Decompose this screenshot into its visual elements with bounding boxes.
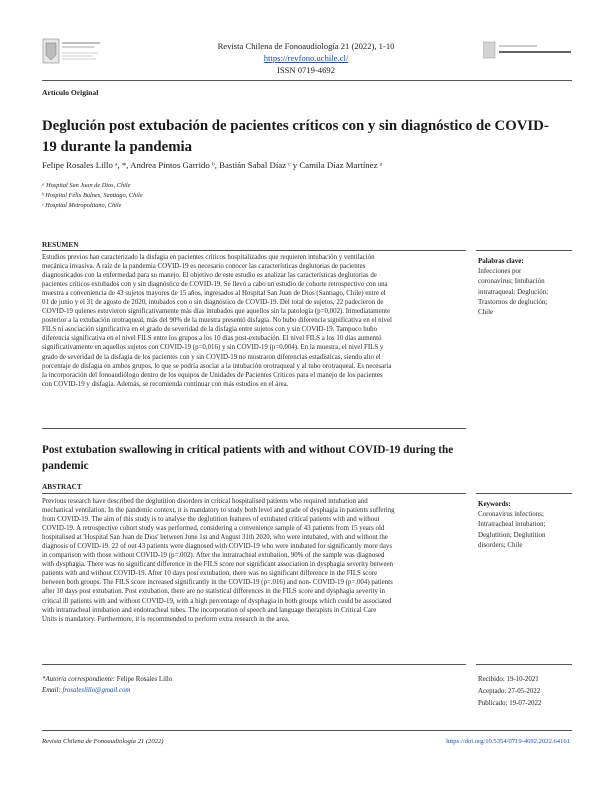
affiliation-c: ᶜ Hospital Metropolitano, Chile <box>42 202 122 209</box>
header-divider <box>42 80 572 81</box>
affiliation-a: ᵃ Hospital San Juan de Dios, Chile <box>42 182 131 189</box>
resumen-line: FILS ni asociación significativa en el grado de severidad de la disfagia entre sujetos con y sin COVID-19. Tampoco hubo <box>42 326 378 334</box>
resumen-heading: RESUMEN <box>42 240 79 249</box>
resumen-line: muestra a conveniencia de 43 sujetos mayores de 15 años, ingresados al Hospital San Juan de Dios (Santiago, Chile) entre el <box>42 290 386 298</box>
correspondence <box>42 674 172 696</box>
keyword-line: Infecciones por <box>478 267 522 276</box>
keywords-es-rule <box>476 250 572 251</box>
journal-citation: Revista Chilena de Fonoaudiología 21 (2022), 1-10 <box>217 41 395 51</box>
resumen-line: la incorporación del fonoaudiólogo dentro de los equipos de Unidades de Pacientes Críticos para el manejo de los pacientes <box>42 371 383 379</box>
resumen-line: pacientes críticos extubados con y sin diagnóstico de COVID-19. Se llevó a cabo un estudio de cohorte retrospectivo con una <box>42 281 388 289</box>
resumen-line: Estudios previos han caracterizado la disfagia en pacientes críticos hospitalizados que requieren intubación y ventilación <box>42 254 375 261</box>
keyword-line: Intratracheal intubation; <box>478 520 546 529</box>
resumen-line: COVID-19 quienes estuvieron significativamente más días intubados que aquellos sin la patología (p=0,002). Inmediatamente <box>42 308 391 316</box>
dates-rule <box>476 664 572 665</box>
dates <box>478 674 541 710</box>
article-title: Deglución post extubación de pacientes críticos con y sin diagnóstico de COVID-19 durante la pandemia <box>42 118 549 155</box>
abstract-line: from COVID-19. The aim of this study is to analyse the deglutition features of extubated critical patients with and without <box>42 516 380 524</box>
keywords-es <box>478 256 572 317</box>
resumen-bottom-rule <box>42 428 466 429</box>
abstract-line: mechanical ventilation. In the pandemic context, it is mandatory to study both level and grade of dysphagia in patients suffering <box>42 507 395 515</box>
abstract-line: Previous research have described the deglutition disorders in critical hospitalised patients who required intubation and <box>42 498 368 505</box>
issn: ISSN 0719-4692 <box>276 65 335 75</box>
correspondence-label: *Autor/a correspondiente: <box>42 676 116 683</box>
keyword-line: Deglutition; Deglutition <box>478 530 546 539</box>
correspondence-name: Felipe Rosales Lillo <box>116 676 173 683</box>
resumen-line: 01 de junio y el 31 de agosto de 2020, intubados con o sin diagnóstico de COVID-19. Del total de sujetos, 22 padecieron de <box>42 299 384 307</box>
resumen-rule <box>42 250 466 251</box>
abstract-line: after 10 days post extubation. Post extubation, there are no statistical differences in the FILS score and dysphagia severity in <box>42 588 385 596</box>
journal-url-link[interactable]: https://revfono.uchile.cl/ <box>263 53 349 63</box>
journal-logo-icon <box>483 40 573 62</box>
keywords-en-rule <box>476 493 572 494</box>
affiliation-b: ᵇ Hospital Félix Bulnes, Santiago, Chile <box>42 192 143 199</box>
resumen-line: diagnosticados con la enfermedad para su manejo. El objetivo de este estudio es analizar las características deglutorias de <box>42 272 377 280</box>
keyword-line: Trastornos de deglución; <box>478 297 548 306</box>
abstract-line: diagnosis of COVID-19. 22 of out 43 patients were diagnosed with COVID-19 who were intubated for significantly more days <box>42 543 393 551</box>
authors: Felipe Rosales Lillo ᵃ, *, Andrea Pintos Garrido ᵇ, Bastián Sabal Díaz ᶜ y Camila Díaz Martínez ᵃ <box>42 160 383 170</box>
footer-journal: Revista Chilena de Fonoaudiología 21 (2022) <box>42 738 164 745</box>
resumen-line: porcentaje de disfagia en ambos grupos, lo que se podría asociar a la intubación orotraqueal y al tubo orotraqueal. Es necesaria <box>42 362 392 370</box>
email-link[interactable]: frosaleslillo@gmail.com <box>62 687 131 694</box>
abstract-heading: ABSTRACT <box>42 482 82 491</box>
resumen-line: con COVID-19 y disfagia. Además, se recomienda continuar con más estudios en el área. <box>42 380 289 388</box>
article-type: Artículo Original <box>42 88 99 97</box>
journal-header <box>150 40 462 76</box>
resumen-line: grado de severidad de la disfagia de los pacientes con y sin COVID-19 no mostraron diferencias estadísticas, siendo alto el <box>42 353 381 361</box>
keyword-line: intratraqueal; Deglución; <box>478 287 549 296</box>
english-title: Post extubation swallowing in critical patients with and without COVID-19 during the pandemic <box>42 444 454 472</box>
abstract-line: hospitalised at 'Hospital San Juan de Dios' between June 1st and August 31th 2020, who were intubated, with and without the <box>42 534 388 542</box>
doi-link[interactable]: https://doi.org/10.5354/0719-4692.2022.64161 <box>446 738 570 745</box>
footer-divider <box>42 730 572 731</box>
abstract-line: Units is mandatory. Furthermore, it is recommended to perform extra research in the area. <box>42 615 290 623</box>
abstract-line: patients with and without COVID-19. After 10 days post extubation, there was no significant difference in the FILS score <box>42 570 378 578</box>
seal-icon <box>42 37 102 67</box>
keywords-en <box>478 499 572 550</box>
keywords-es-heading: Palabras clave: <box>478 257 524 265</box>
abstract-line: with dysphagia. There was no significant difference in the FILS score nor significant association in dysphagia severity between <box>42 561 394 569</box>
resumen-line: diferencia significativa en el nivel FILS entre los grupos a los 10 días post-extubación. El nivel FILS a los 10 días aumentó <box>42 335 382 343</box>
abstract-text <box>42 497 466 624</box>
abstract-bottom-rule <box>42 664 466 665</box>
date-accepted: Aceptado: 27-05-2022 <box>478 688 541 695</box>
resumen-line: significativamente en aquellos sujetos con COVID-19 (p=0,016) y sin COVID-19 (p=0,004). En la muestra, el nivel FILS y <box>42 344 384 352</box>
resumen-text <box>42 253 466 389</box>
resumen-line: mecánica invasiva. A raíz de la pandemia COVID-19 es necesario conocer las características deglutorias de pacientes <box>42 263 366 271</box>
abstract-line: COVID-19. A retrospective cohort study was performed, considering a convenience sample of 43 patients from 15 years old <box>42 525 385 533</box>
keywords-en-heading: Keywords: <box>478 500 511 508</box>
resumen-line: posterior a la extubación orotraqueal, más del 90% de la muestra presentó disfagia. No hubo diferencia significativa en el nivel <box>42 317 392 325</box>
abstract-line: with intratracheal intubation and endotracheal tubes. The incorporation of speech and language therapists in Critical Care <box>42 606 377 614</box>
keyword-line: Coronavirus infections; <box>478 510 544 519</box>
university-logo <box>42 37 102 67</box>
journal-logo <box>483 40 573 62</box>
abstract-rule <box>42 493 466 494</box>
date-received: Recibido: 19-10-2021 <box>478 676 539 683</box>
keyword-line: coronavirus; Intubación <box>478 277 545 286</box>
keyword-line: disorders; Chile <box>478 540 523 549</box>
email-label: Email: <box>42 687 61 694</box>
abstract-line: between both groups. The FILS score increased significantly in the COVID-19 (p=.016) and non- COVID-19 (p=.004) patients <box>42 579 393 587</box>
date-published: Publicado: 19-07-2022 <box>478 700 542 707</box>
abstract-line: in comparison with those without COVID-19 (p=.002). After the intratracheal extubation, 90% of the sample was diagnosed <box>42 552 385 560</box>
abstract-line: critical ill patients with and without COVID-19, with a high percentage of dysphagia in both groups which could be associated <box>42 597 392 605</box>
keyword-line: Chile <box>478 308 494 317</box>
